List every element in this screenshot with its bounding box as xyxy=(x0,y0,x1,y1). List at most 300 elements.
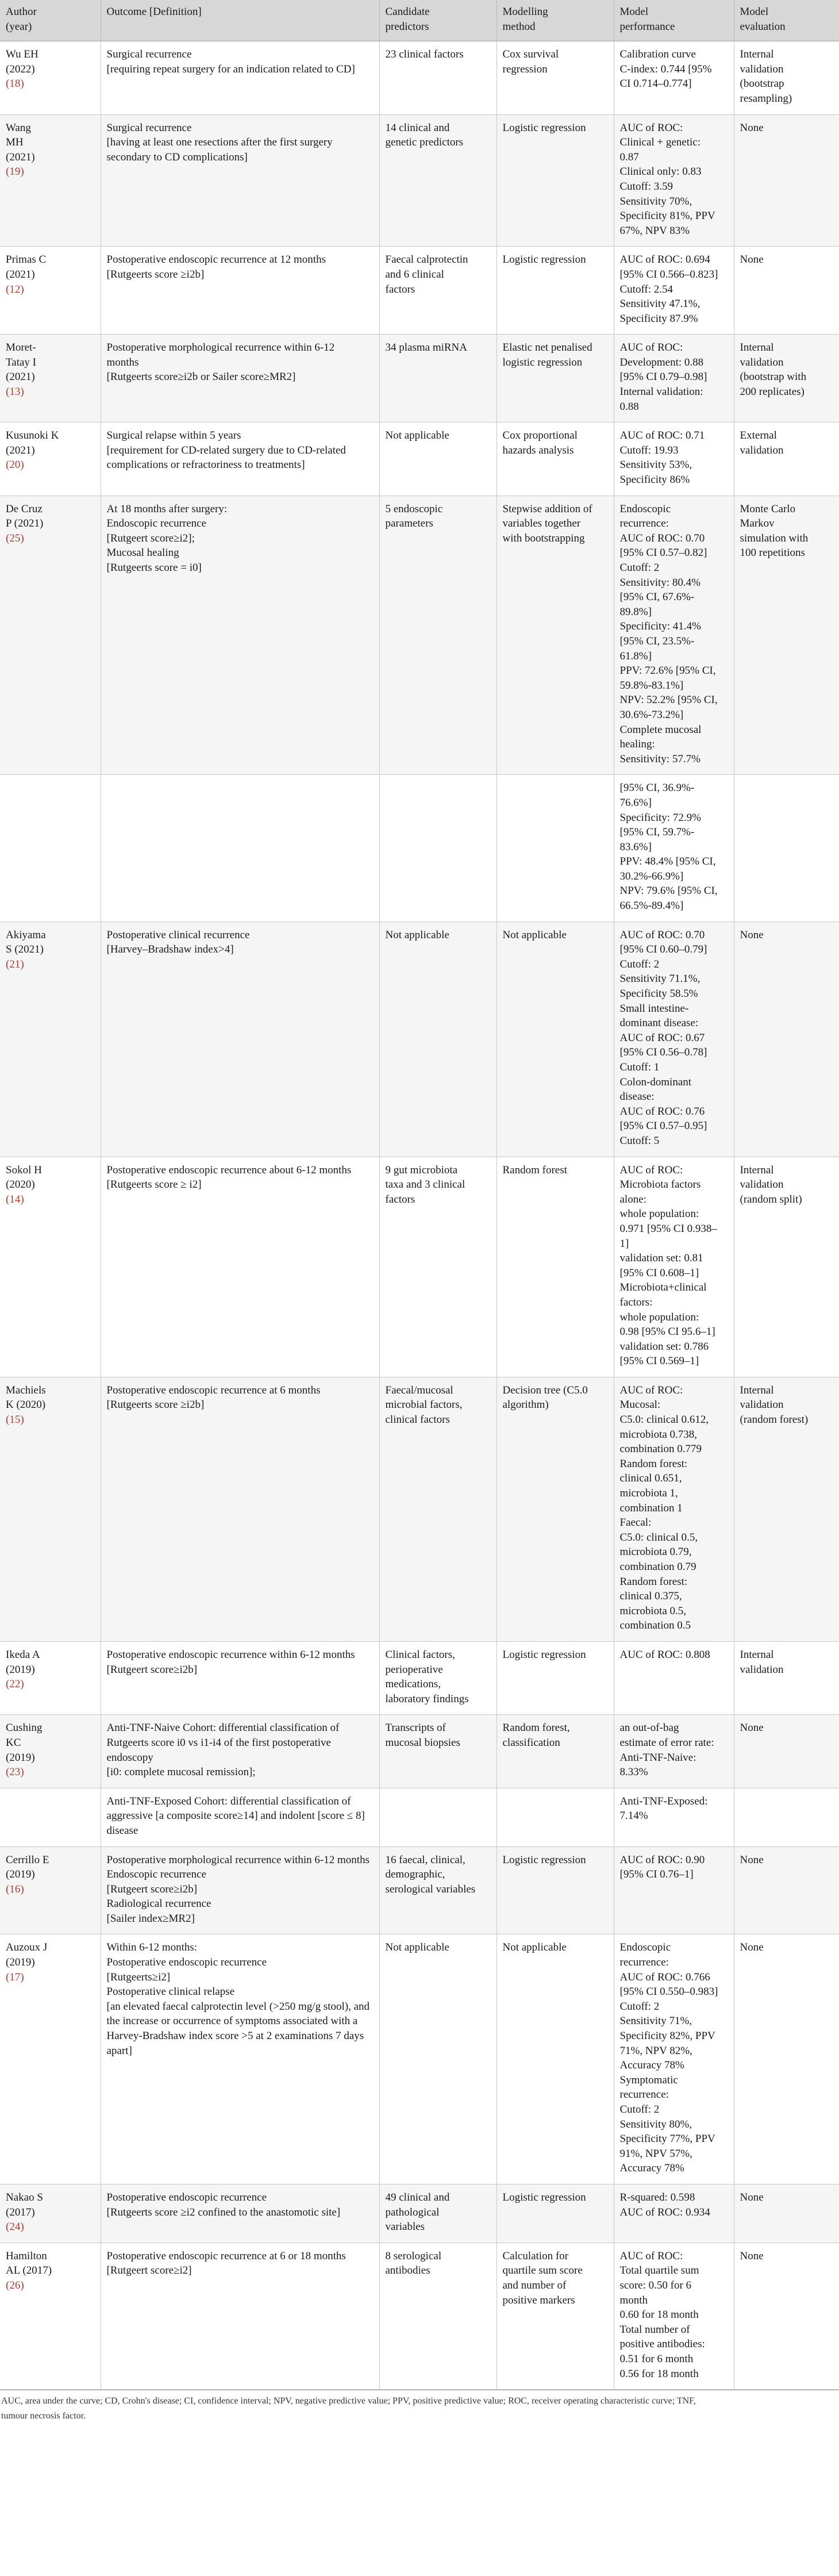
cell-line: alone: xyxy=(619,1193,646,1206)
cell-line: (bootstrap with xyxy=(740,371,807,383)
cell-line: Sensitivity 70%, xyxy=(619,195,692,208)
cell-line: [Rutgeerts score ≥i2 confined to the anastomotic site] xyxy=(106,2206,341,2218)
cell-line: (2021) xyxy=(6,268,35,281)
cell-outcome xyxy=(101,335,379,423)
cell-model-evaluation xyxy=(734,423,839,496)
table-row xyxy=(0,1157,839,1377)
cell-line: Specificity 86% xyxy=(619,474,690,486)
cell-line: AUC of ROC: 0.694 xyxy=(619,254,710,266)
cell-line: Postoperative morphological recurrence within 6-12 xyxy=(106,341,335,354)
cell-line: K (2020) xyxy=(6,1399,46,1411)
cell-model-performance xyxy=(614,1641,734,1714)
cell-candidate-predictors xyxy=(379,247,497,335)
cell-line: Sensitivity 53%, xyxy=(619,459,692,471)
cell-line: positive antibodies: xyxy=(619,2338,705,2351)
cell-line: Machiels xyxy=(6,1384,46,1396)
cell-line: [95% CI 0.608–1] xyxy=(619,1266,699,1279)
cell-line: clinical factors xyxy=(385,1414,450,1426)
cell-line: [i0: complete mucosal remission]; xyxy=(106,1766,256,1779)
cell-line: None xyxy=(740,1853,764,1866)
cell-line: Endoscopic recurrence xyxy=(106,517,207,530)
cell-outcome xyxy=(101,1788,379,1846)
cell-outcome xyxy=(101,496,379,775)
cell-line: [Rutgeert score≥i2]; xyxy=(106,532,195,544)
cell-line: microbiota 0.5, xyxy=(619,1604,687,1617)
cell-line: 0.56 for 18 month xyxy=(619,2367,699,2380)
cell-line: Logistic regression xyxy=(502,121,586,134)
cell-model-performance xyxy=(614,41,734,114)
cell-line: At 18 months after surgery: xyxy=(106,502,228,515)
cell-line: Sensitivity 71.1%, xyxy=(619,973,701,985)
reference-link[interactable]: (15) xyxy=(6,1414,24,1426)
cell-author xyxy=(0,1934,101,2185)
cell-line: 9 gut microbiota xyxy=(385,1164,458,1176)
cell-line: factors xyxy=(385,283,415,295)
cell-line: [95% CI 0.76–1] xyxy=(619,1868,694,1881)
cell-model-evaluation xyxy=(734,114,839,247)
reference-link[interactable]: (12) xyxy=(6,283,24,295)
cell-line: [Harvey–Bradshaw index>4] xyxy=(106,943,234,956)
cell-line: [95% CI 0.57–0.82] xyxy=(619,547,707,559)
cell-line: Random forest: xyxy=(619,1575,688,1588)
header-author: Author (year) xyxy=(0,0,101,41)
cell-line: Cutoff: 2.54 xyxy=(619,283,673,295)
cell-line: Endoscopic xyxy=(619,1941,671,1954)
cell-line: endoscopy xyxy=(106,1751,153,1764)
cell-line: [Sailer index≥MR2] xyxy=(106,1912,195,1925)
cell-line: Hamilton xyxy=(6,2249,47,2262)
cell-line: (random forest) xyxy=(740,1414,809,1426)
reference-link[interactable]: (18) xyxy=(6,78,24,90)
cell-line: Stepwise addition of xyxy=(502,502,592,515)
cell-line: Cutoff: 2 xyxy=(619,562,660,574)
cell-modelling-method xyxy=(497,2243,614,2389)
cell-line: 0.98 [95% CI 95.6–1] xyxy=(619,1326,715,1338)
reference-link[interactable]: (23) xyxy=(6,1766,24,1779)
cell-line: 8.33% xyxy=(619,1766,648,1779)
cell-line: Anti-TNF-Naive Cohort: differential classification of xyxy=(106,1722,340,1734)
cell-line: and number of xyxy=(502,2279,567,2291)
cell-line: Not applicable xyxy=(385,1941,449,1954)
cell-line: clinical 0.375, xyxy=(619,1590,682,1603)
cell-outcome xyxy=(101,1157,379,1377)
header-row xyxy=(0,0,839,41)
cell-modelling-method xyxy=(497,2184,614,2243)
cell-line: [95% CI, 67.6%- xyxy=(619,591,695,604)
cell-candidate-predictors xyxy=(379,2243,497,2389)
cell-line: mucosal biopsies xyxy=(385,1736,460,1749)
cell-line: Specificity 77%, PPV xyxy=(619,2133,715,2145)
cell-line: (2019) xyxy=(6,1956,35,1969)
cell-line: whole population: xyxy=(619,1208,699,1220)
cell-modelling-method xyxy=(497,335,614,423)
cell-line: [requirement for CD-related surgery due to CD-related xyxy=(106,444,346,456)
cell-line: AUC of ROC: 0.90 xyxy=(619,1853,705,1866)
reference-link[interactable]: (14) xyxy=(6,1193,24,1206)
cell-line: disease xyxy=(106,1824,138,1837)
cell-model-evaluation xyxy=(734,922,839,1157)
table-row xyxy=(0,114,839,247)
cell-line: (2019) xyxy=(6,1663,35,1676)
reference-link[interactable]: (22) xyxy=(6,1678,24,1691)
cell-line: and 6 clinical xyxy=(385,268,444,281)
cell-line: estimate of error rate: xyxy=(619,1736,714,1749)
cell-author xyxy=(0,1788,101,1846)
cell-line: None xyxy=(740,1941,764,1954)
cell-author xyxy=(0,922,101,1157)
cell-line: Cutoff: 1 xyxy=(619,1061,660,1073)
cell-line: Internal xyxy=(740,48,774,61)
cell-line: AUC of ROC: 0.766 xyxy=(619,1971,710,1983)
cell-line: 23 clinical factors xyxy=(385,48,464,61)
cell-line: AUC of ROC: xyxy=(619,2249,683,2262)
reference-link[interactable]: (16) xyxy=(6,1883,24,1895)
cell-line: Sensitivity 47.1%, xyxy=(619,298,701,310)
cell-line: AUC of ROC: 0.76 xyxy=(619,1105,705,1118)
cell-line: variables xyxy=(385,2221,425,2233)
cell-line: Postoperative endoscopic recurrence at 12 months xyxy=(106,254,326,266)
cell-line: Postoperative endoscopic recurrence at 6 months xyxy=(106,1384,321,1396)
cell-candidate-predictors xyxy=(379,423,497,496)
cell-candidate-predictors xyxy=(379,1157,497,1377)
cell-model-evaluation xyxy=(734,1846,839,1934)
cell-line: 91%, NPV 57%, xyxy=(619,2147,692,2160)
reference-link[interactable]: (25) xyxy=(6,532,24,544)
table-row xyxy=(0,1715,839,1788)
reference-link[interactable]: (17) xyxy=(6,1971,24,1983)
cell-line: 71%, NPV 82%, xyxy=(619,2044,692,2057)
cell-line: 61.8%] xyxy=(619,650,652,662)
cell-model-evaluation xyxy=(734,1377,839,1641)
cell-line: Internal xyxy=(740,341,774,354)
cell-model-performance xyxy=(614,496,734,775)
cell-line: Cerrillo E xyxy=(6,1853,49,1866)
cell-line: None xyxy=(740,254,764,266)
cell-candidate-predictors xyxy=(379,1788,497,1846)
cell-line: Postoperative endoscopic recurrence within 6-12 months xyxy=(106,1648,355,1661)
cell-model-evaluation xyxy=(734,1788,839,1846)
cell-line: (2017) xyxy=(6,2206,35,2218)
cell-line: Not applicable xyxy=(385,928,449,941)
cell-model-performance xyxy=(614,2243,734,2389)
cell-model-performance xyxy=(614,114,734,247)
cell-line: 100 repetitions xyxy=(740,547,805,559)
cell-modelling-method xyxy=(497,1715,614,1788)
cell-line: Calculation for xyxy=(502,2249,568,2262)
cell-line: algorithm) xyxy=(502,1399,549,1411)
reference-link[interactable]: (26) xyxy=(6,2279,24,2291)
cell-line: Cox survival xyxy=(502,48,559,61)
cell-line: [Rutgeerts score ≥i2b] xyxy=(106,268,205,281)
cell-line: validation xyxy=(740,63,784,75)
cell-author xyxy=(0,775,101,922)
cell-line: validation xyxy=(740,1178,784,1191)
cell-line: S (2021) xyxy=(6,943,44,956)
cell-author xyxy=(0,2243,101,2389)
cell-modelling-method xyxy=(497,775,614,922)
cell-line: validation set: 0.786 xyxy=(619,1340,709,1353)
cell-line: serological variables xyxy=(385,1883,476,1895)
cell-line: 8 serological xyxy=(385,2249,442,2262)
table-row xyxy=(0,1641,839,1714)
cell-line: Postoperative endoscopic recurrence xyxy=(106,1956,267,1969)
cell-line: with bootstrapping xyxy=(502,532,585,544)
cell-line: AUC of ROC: 0.71 xyxy=(619,429,705,442)
cell-line: (2021) xyxy=(6,371,35,383)
cell-line: [Rutgeert score≥i2b] xyxy=(106,1883,198,1895)
cell-modelling-method xyxy=(497,41,614,114)
cell-line: [Rutgeerts score = i0] xyxy=(106,562,202,574)
table-row xyxy=(0,1788,839,1846)
header-outcome: Outcome [Definition] xyxy=(101,0,379,41)
table-header xyxy=(0,0,839,41)
cell-line: PPV: 48.4% [95% CI, xyxy=(619,855,716,868)
cell-line: Mucosal: xyxy=(619,1399,661,1411)
cell-line: Decision tree (C5.0 xyxy=(502,1384,588,1396)
cell-line: Markov xyxy=(740,517,775,530)
cell-line: C5.0: clinical 0.5, xyxy=(619,1531,698,1544)
reference-link[interactable]: (13) xyxy=(6,386,24,398)
table-row xyxy=(0,1377,839,1641)
cell-outcome xyxy=(101,922,379,1157)
cell-line: Faecal calprotectin xyxy=(385,254,468,266)
cell-author xyxy=(0,114,101,247)
cell-line: Cutoff: 3.59 xyxy=(619,180,673,193)
cell-line: hazards analysis xyxy=(502,444,574,456)
cell-line: aggressive [a composite score≥14] and indolent [score ≤ 8] xyxy=(106,1810,365,1822)
cell-line: Tatay I xyxy=(6,356,37,368)
cell-line: Sensitivity: 80.4% xyxy=(619,576,701,589)
cell-line: 5 endoscopic xyxy=(385,502,443,515)
cell-outcome xyxy=(101,1846,379,1934)
cell-line: (random split) xyxy=(740,1193,802,1206)
cell-outcome xyxy=(101,41,379,114)
cell-line: 7.14% xyxy=(619,1810,648,1822)
cell-line: (bootstrap xyxy=(740,78,784,90)
cell-line: CI 0.714–0.774] xyxy=(619,78,692,90)
cell-line: 0.971 [95% CI 0.938– xyxy=(619,1222,717,1235)
cell-line: apart] xyxy=(106,2044,132,2057)
table-row xyxy=(0,1846,839,1934)
cell-line: Postoperative endoscopic recurrence at 6 or 18 months xyxy=(106,2249,346,2262)
cell-line: Cox proportional xyxy=(502,429,578,442)
cell-line: Postoperative clinical relapse xyxy=(106,1986,235,1998)
cell-model-evaluation xyxy=(734,775,839,922)
cell-line: AUC of ROC: xyxy=(619,1384,683,1396)
cell-line: validation xyxy=(740,1663,784,1676)
cell-line: [95% CI, 36.9%- xyxy=(619,782,695,794)
cell-line: whole population: xyxy=(619,1311,699,1323)
cell-line: NPV: 52.2% [95% CI, xyxy=(619,694,718,707)
cell-line: Specificity 81%, PPV xyxy=(619,210,715,222)
cell-outcome xyxy=(101,1377,379,1641)
cell-line: Microbiota+clinical xyxy=(619,1281,707,1294)
cell-line: Elastic net penalised xyxy=(502,341,592,354)
reference-link[interactable]: (24) xyxy=(6,2221,24,2233)
cell-line: 30.2%-66.9%] xyxy=(619,870,684,882)
cell-line: Moret- xyxy=(6,341,36,354)
cell-line: Anti-TNF-Naive: xyxy=(619,1751,696,1764)
cell-model-evaluation xyxy=(734,496,839,775)
cell-line: Surgical recurrence xyxy=(106,121,192,134)
cell-line: Faecal/mucosal xyxy=(385,1384,453,1396)
cell-line: Kusunoki K xyxy=(6,429,59,442)
cell-line: 16 faecal, clinical, xyxy=(385,1853,465,1866)
cell-line: Logistic regression xyxy=(502,2191,586,2203)
cell-line: Rutgeerts score i0 vs i1-i4 of the first postoperative xyxy=(106,1736,331,1749)
cell-line: Endoscopic xyxy=(619,502,671,515)
cell-line: PPV: 72.6% [95% CI, xyxy=(619,665,716,677)
cell-line: Accuracy 78% xyxy=(619,2059,684,2072)
cell-line: [having at least one resections after the first surgery xyxy=(106,136,333,149)
cell-line: 34 plasma miRNA xyxy=(385,341,467,354)
cell-candidate-predictors xyxy=(379,41,497,114)
header-model-evaluation: Model evaluation xyxy=(734,0,839,41)
cell-model-performance xyxy=(614,1715,734,1788)
cell-line: P (2021) xyxy=(6,517,44,530)
cell-modelling-method xyxy=(497,1788,614,1846)
cell-line: Microbiota factors xyxy=(619,1178,701,1191)
table-row xyxy=(0,922,839,1157)
cell-line: 89.8%] xyxy=(619,605,652,618)
cell-line: resampling) xyxy=(740,92,792,105)
cell-line: Internal xyxy=(740,1648,774,1661)
cell-author xyxy=(0,1846,101,1934)
cell-modelling-method xyxy=(497,1641,614,1714)
cell-line: AUC of ROC: 0.808 xyxy=(619,1648,710,1661)
cell-line: Harvey-Bradshaw index score >5 at 2 examinations 7 days xyxy=(106,2030,364,2043)
cell-line: positive markers xyxy=(502,2294,575,2306)
cell-author xyxy=(0,1157,101,1377)
cell-line: Within 6-12 months: xyxy=(106,1941,198,1954)
cell-modelling-method xyxy=(497,496,614,775)
cell-line: Monte Carlo xyxy=(740,502,796,515)
cell-outcome xyxy=(101,247,379,335)
cell-model-evaluation xyxy=(734,1641,839,1714)
cell-model-performance xyxy=(614,423,734,496)
cell-line: Specificity 82%, PPV xyxy=(619,2030,715,2043)
cell-line: [95% CI, 59.7%- xyxy=(619,826,695,839)
cell-line: Specificity: 41.4% xyxy=(619,620,701,633)
cell-model-performance xyxy=(614,247,734,335)
cell-author xyxy=(0,1641,101,1714)
cell-candidate-predictors xyxy=(379,1641,497,1714)
cell-outcome xyxy=(101,1641,379,1714)
cell-line: demographic, xyxy=(385,1868,445,1881)
header-candidate-predictors: Candidate predictors xyxy=(379,0,497,41)
cell-line: Random forest, xyxy=(502,1722,570,1734)
cell-candidate-predictors xyxy=(379,922,497,1157)
cell-line: [95% CI 0.569–1] xyxy=(619,1355,699,1368)
cell-line: clinical 0.651, xyxy=(619,1472,682,1485)
cell-line: External xyxy=(740,429,777,442)
cell-modelling-method xyxy=(497,922,614,1157)
cell-model-evaluation xyxy=(734,41,839,114)
cell-line: (2020) xyxy=(6,1178,35,1191)
cell-line: 83.6%] xyxy=(619,840,652,853)
cell-line: antibodies xyxy=(385,2264,430,2277)
cell-line: months xyxy=(106,356,139,368)
cell-line: (2022) xyxy=(6,63,35,75)
cell-line: Auzoux J xyxy=(6,1941,48,1954)
cell-line: C5.0: clinical 0.612, xyxy=(619,1414,709,1426)
cell-line: Clinical + genetic: xyxy=(619,136,701,149)
cell-modelling-method xyxy=(497,1934,614,2185)
cell-outcome xyxy=(101,1934,379,2185)
cell-line: 49 clinical and xyxy=(385,2191,450,2203)
cell-line: None xyxy=(740,2249,764,2262)
cell-line: De Cruz xyxy=(6,502,43,515)
cell-line: Symptomatic xyxy=(619,2074,678,2086)
cell-line: Logistic regression xyxy=(502,1648,586,1661)
cell-model-evaluation xyxy=(734,247,839,335)
cell-candidate-predictors xyxy=(379,775,497,922)
table-row xyxy=(0,2243,839,2389)
cell-line: NPV: 79.6% [95% CI, xyxy=(619,885,718,897)
table-row xyxy=(0,335,839,423)
cell-line: validation set: 0.81 xyxy=(619,1252,703,1265)
cell-model-evaluation xyxy=(734,2184,839,2243)
cell-line: AUC of ROC: 0.70 xyxy=(619,532,705,544)
reference-link[interactable]: (20) xyxy=(6,459,24,471)
reference-link[interactable]: (21) xyxy=(6,958,24,970)
reference-link[interactable]: (19) xyxy=(6,166,24,178)
cell-outcome xyxy=(101,423,379,496)
cell-candidate-predictors xyxy=(379,496,497,775)
cell-model-evaluation xyxy=(734,1934,839,2185)
cell-line: variables together xyxy=(502,517,581,530)
cell-line: Specificity 58.5% xyxy=(619,988,698,1000)
cell-line: score: 0.50 for 6 xyxy=(619,2279,692,2291)
cell-line: factors: xyxy=(619,1296,653,1308)
cell-line: taxa and 3 clinical xyxy=(385,1178,465,1191)
cell-line: Clinical factors, xyxy=(385,1648,455,1661)
cell-line: None xyxy=(740,1722,764,1734)
cell-line: 0.87 xyxy=(619,151,639,163)
cell-line: 30.6%-73.2%] xyxy=(619,708,684,721)
cell-line: Internal validation: xyxy=(619,386,703,398)
table-body xyxy=(0,41,839,2390)
cell-author xyxy=(0,41,101,114)
cell-model-performance xyxy=(614,1788,734,1846)
cell-line: Cushing xyxy=(6,1722,43,1734)
cell-line: None xyxy=(740,2191,764,2203)
cell-line: Not applicable xyxy=(502,1941,567,1954)
cell-line: Surgical relapse within 5 years xyxy=(106,429,241,442)
cell-line: [an elevated faecal calprotectin level (>250 mg/g stool), and xyxy=(106,2000,370,2013)
cell-line: dominant disease: xyxy=(619,1017,699,1030)
cell-line: Anti-TNF-Exposed Cohort: differential classification of xyxy=(106,1795,351,1807)
cell-line: Wu EH xyxy=(6,48,39,61)
cell-line: healing: xyxy=(619,738,655,751)
cell-line: 0.51 for 6 month xyxy=(619,2352,694,2365)
cell-modelling-method xyxy=(497,423,614,496)
table-row xyxy=(0,1934,839,2185)
cell-line: (2021) xyxy=(6,151,35,163)
table-row xyxy=(0,247,839,335)
cell-outcome xyxy=(101,114,379,247)
cell-line: Postoperative morphological recurrence within 6-12 months xyxy=(106,1853,370,1866)
cell-line: Random forest: xyxy=(619,1457,688,1470)
cell-line: [Rutgeerts score ≥ i2] xyxy=(106,1178,202,1191)
cell-line: Internal xyxy=(740,1164,774,1176)
table-row xyxy=(0,775,839,922)
cell-line: 66.5%-89.4%] xyxy=(619,900,684,912)
cell-line: AL (2017) xyxy=(6,2264,52,2277)
cell-line: Postoperative endoscopic recurrence xyxy=(106,2191,267,2203)
cell-line: 76.6%] xyxy=(619,796,652,809)
cell-line: Transcripts of xyxy=(385,1722,446,1734)
